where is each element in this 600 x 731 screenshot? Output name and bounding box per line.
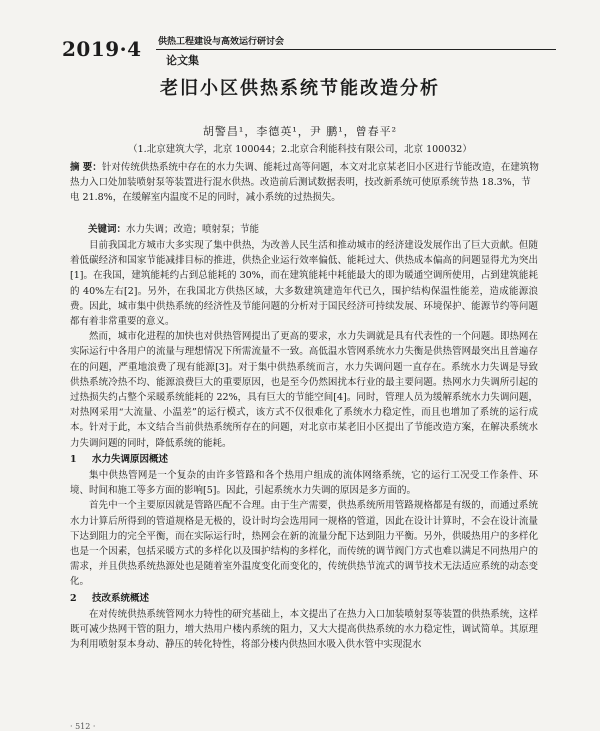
journal-name: 供热工程建设与高效运行研讨会 xyxy=(158,37,285,47)
section-1-number: 1 xyxy=(70,453,77,465)
paragraph-intro: 目前我国北方城市大多实现了集中供热，为改善人民生活和推动城市的经济建设发展作出了巨大贡献。但随着低碳经济和国家节能减排目标的推进，供热企业运行效率偏低、能耗过大、供热成本偏高的问题显得尤为突出[1]。在我国，建筑能耗约占到总能耗的 30%，而在建筑能耗中耗能最大的即为暖通空调所使用，占到建筑能耗的 40%左右[2]。另外，在我国北方供热区域，大多数建筑建造年代已久，围护结构保温性能差，造成能源浪费。因此，城市集中供热系统的经济性及节能问题的分析对于国民经济可持续发展、环境保护、能源节约等问题都有着非常重要的意义。 xyxy=(70,240,538,328)
year-issue: 2019·4 xyxy=(62,37,142,61)
keywords xyxy=(88,221,538,235)
affiliation: （1.北京建筑大学，北京 100044；2.北京合利能科技有限公司，北京 100032） xyxy=(128,144,472,155)
page-number: · 512 · xyxy=(70,722,96,731)
abstract-text: 针对传统供热系统中存在的水力失调、能耗过高等问题，本文对北京某老旧小区进行节能改造，在建筑物热力入口处加装喷射泵等装置进行混水供热。改造前后测试数据表明，技改新系统可使原系统节热 18.3%，节电 21.8%，在缓解室内温度不足的同时，减小系统的过热损失。 xyxy=(70,162,539,203)
section-1-title: 水力失调原因概述 xyxy=(92,453,169,465)
body-text xyxy=(70,238,538,652)
section-2-title: 技改系统概述 xyxy=(92,592,150,604)
abstract-label: 摘 要： xyxy=(70,162,102,173)
section-1-heading xyxy=(70,452,538,467)
section-2-heading xyxy=(70,591,538,606)
header-divider xyxy=(156,49,556,50)
paragraph-pipe-mismatch: 首先中一个主要原因就是管路匹配不合理。由于生产需要，供热系统所用管路规格都是有级的，而通过系统水力计算后所得到的管道规格是无极的，设计时均会选用同一规格的管道，因此在设计计算时，不会在设计流量下达到阻力的完全平衡，而在实际运行时，热网会在新的流量分配下达到阻力平衡。另外，供暖热用户的多样化也是一个因素，包括采暖方式的多样化以及围护结构的多样化，而传统的调节阀门方式也难以满足不同热用户的需求，并且供热系统热源处也是随着室外温度变化而变化的，传统供热节流式的调节技术无法适应系统的动态变化。 xyxy=(70,500,538,588)
paper-title: 老旧小区供热系统节能改造分析 xyxy=(160,78,440,99)
abstract xyxy=(70,160,540,205)
paragraph-network-complexity: 集中供热管网是一个复杂的由许多管路和各个热用户组成的流体网络系统，它的运行工况受工作条件、环境、时间和施工等多方面的影响[5]。因此，引起系统水力失调的原因是多方面的。 xyxy=(70,470,538,497)
author-list: 胡警昌¹，李德英¹，尹 鹏¹，曾春平² xyxy=(202,125,398,138)
keywords-text: 水力失调；改造；喷射泵；节能 xyxy=(126,224,260,235)
paragraph-retrofit-system: 在对传统供热系统管网水力特性的研究基础上，本文提出了在热力入口加装喷射泵等装置的供热系统，这样既可减少热网干管的阻力，增大热用户楼内系统的阻力，又大大提高供热系统的水力稳定性，调试简单。其原理为利用喷射泵本身动、静压的转化特性，将部分楼内供热回水吸入供水管中实现混水 xyxy=(70,608,538,651)
keywords-label: 关键词： xyxy=(88,224,127,235)
page-header xyxy=(62,28,582,72)
section-2-number: 2 xyxy=(70,592,77,604)
paragraph-hydraulic-imbalance: 然而，城市化进程的加快也对供热管网提出了更高的要求，水力失调就是具有代表性的一个问题。即热网在实际运行中各用户的流量与理想情况下所需流量不一致。高低温水管网系统水力失衡是供热管网最突出且普遍存在的问题，严重地浪费了现有能源[3]。对于集中供热系统而言，水力失调问题一直存在。系统水力失调是导致供热系统冷热不均、能源浪费巨大的重要原因，也是至今仍然困扰本行业的最主要问题。热网水力失调所引起的过热损失约占整个采暖系统能耗的 22%，具有巨大的节能空间[4]。同时，管理人员为缓解系统水力失调问题，对热网采用“大流量、小温差”的运行模式，该方式不仅很难化了系统水力稳定性，而且也增加了系统的运行成本。针对于此，本文结合当前供热系统所存在的问题，对北京市某老旧小区提出了节能改造方案，在解决系统水力失调问题的同时，降低系统的能耗。 xyxy=(70,331,538,449)
section-label: 论文集 xyxy=(166,54,199,67)
